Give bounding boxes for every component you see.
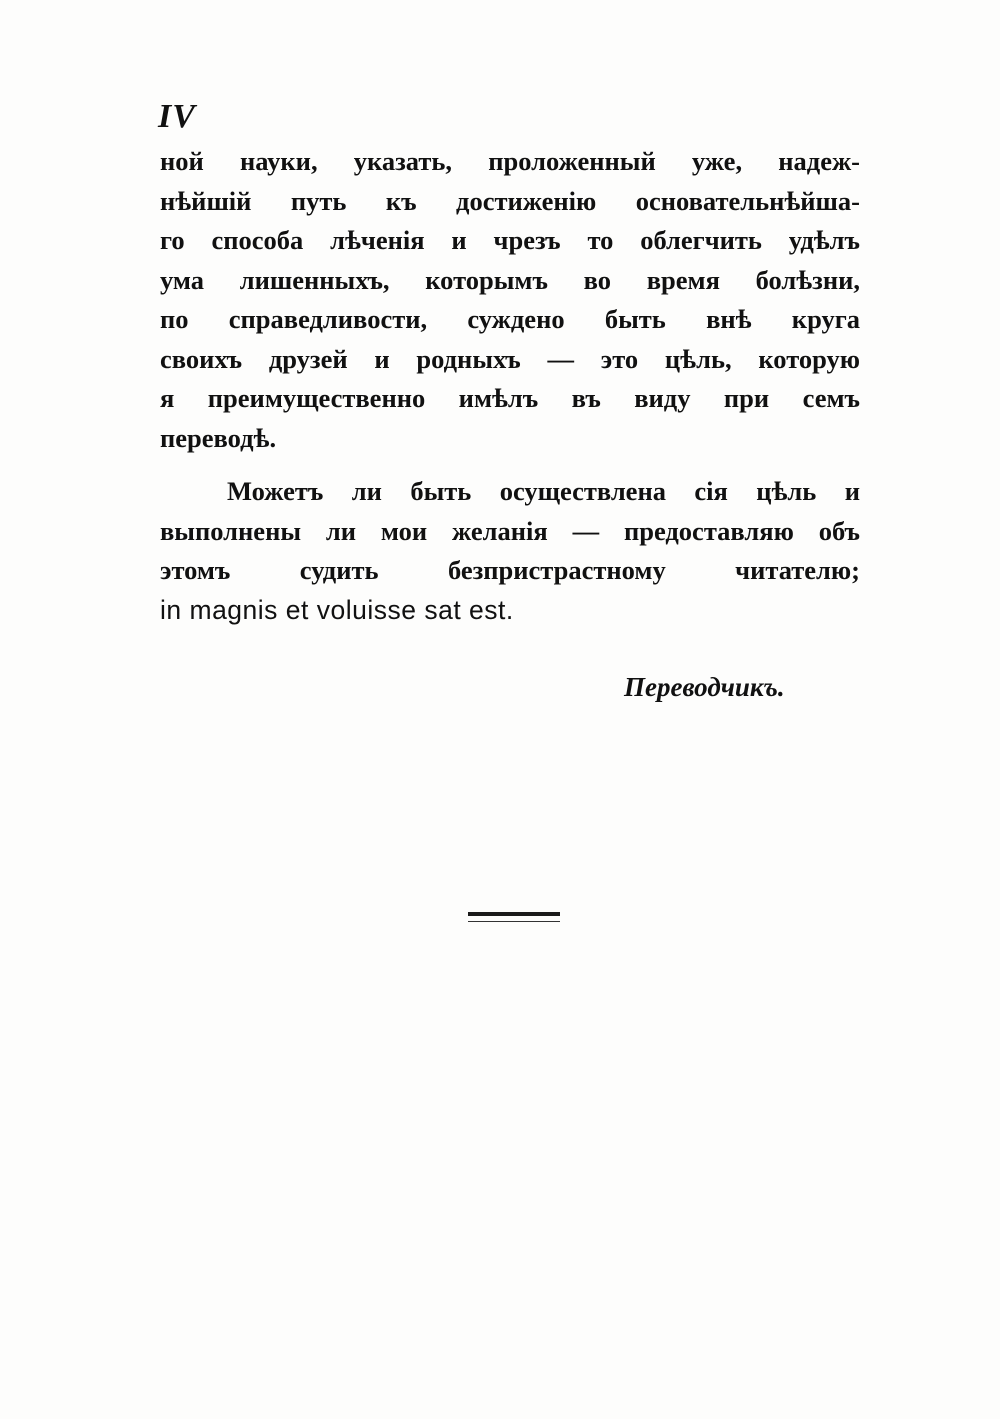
text-line: выполнены ли мои желанія — предоставляю объ — [160, 515, 860, 546]
text-line: этомъ судить безпристрастному читателю; — [160, 555, 860, 585]
text-line: своихъ друзей и родныхъ — это цѣль, которую — [160, 343, 860, 374]
text-line: ной науки, указать, проложенный уже, надеж- — [160, 146, 860, 176]
divider-thin-rule — [468, 921, 560, 922]
text-line: Можетъ ли быть осуществлена сія цѣль и — [227, 476, 860, 506]
text-line: ума лишенныхъ, которымъ во время болѣзни, — [160, 264, 860, 295]
latin-quotation: in magnis et voluisse sat est. — [160, 594, 514, 625]
paragraph-translator-goal — [160, 142, 860, 458]
text-line: переводѣ. — [160, 422, 277, 453]
text-line: я преимущественно имѣлъ въ виду при семъ — [160, 383, 860, 413]
text-line: го способа лѣченія и чрезъ то облегчить удѣлъ — [160, 225, 860, 255]
ornamental-divider — [468, 910, 560, 926]
divider-thick-rule — [468, 912, 560, 916]
page-number: IV — [158, 98, 196, 135]
text-line: нѣйшій путь къ достиженію основательнѣйша- — [160, 185, 860, 216]
translator-signature: Переводчикъ. — [624, 672, 785, 702]
text-line: по справедливости, суждено быть внѣ круга — [160, 304, 860, 334]
paragraph-reader-judgement — [160, 472, 860, 630]
